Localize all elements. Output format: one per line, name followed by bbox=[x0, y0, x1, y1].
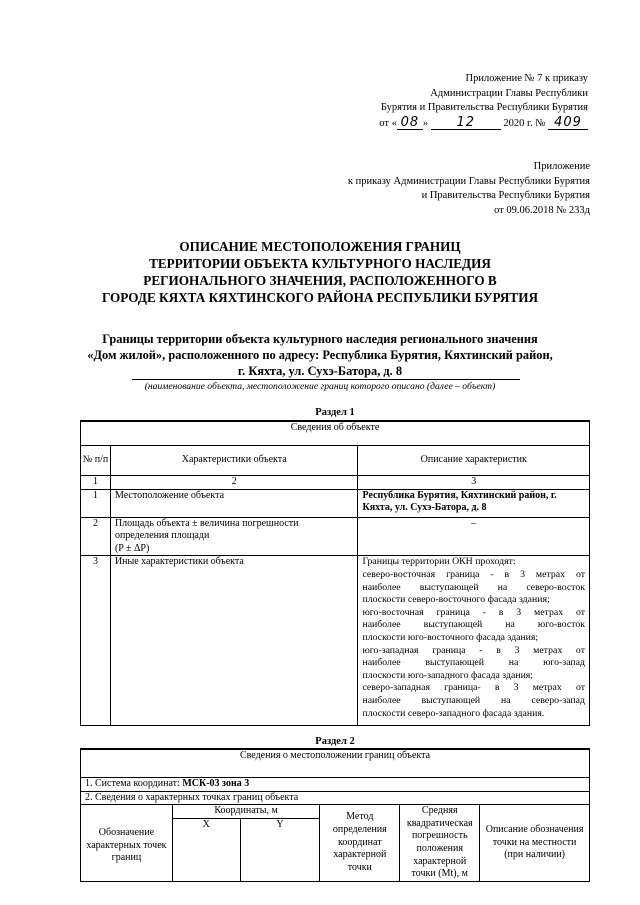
appendix-old-block bbox=[290, 160, 590, 218]
table-row bbox=[81, 489, 590, 517]
other-line-8: юго-западная граница - в 3 метрах от bbox=[362, 644, 585, 656]
appendix-new-year: 2020 г. № bbox=[503, 117, 546, 129]
document-title bbox=[90, 238, 550, 306]
col-accuracy-header: Средняя квадратическая погрешность положения характерной точки (Mt), м bbox=[400, 805, 480, 882]
row2-no: 2 bbox=[81, 517, 111, 556]
other-line-2: северо-восточная граница - в 3 метрах от bbox=[362, 568, 585, 580]
other-line-3: наиболее выступающей на северо-восток bbox=[362, 581, 585, 593]
col-y-header: Y bbox=[240, 818, 320, 881]
subtitle-line2: «Дом жилой», расположенного по адресу: Республика Бурятия, Кяхтинский район, bbox=[87, 348, 553, 362]
other-line-10: плоскости юго-западного фасада здания; bbox=[362, 669, 534, 681]
other-line-12: наиболее выступающей на северо-запад bbox=[362, 694, 585, 706]
section1-label: Раздел 1 bbox=[315, 407, 355, 418]
col-index-3: 3 bbox=[358, 476, 590, 490]
other-line-13: плоскости северо-западного фасада здания. bbox=[362, 707, 545, 719]
other-line-5: юго-восточная граница - в 3 метрах от bbox=[362, 606, 585, 618]
col-method-header: Метод определения координат характерной точки bbox=[320, 805, 400, 882]
table-row bbox=[81, 517, 590, 556]
col-x-header: X bbox=[172, 818, 240, 881]
section2-table bbox=[80, 749, 590, 882]
row2-name-extra: (P ± ΔP) bbox=[114, 542, 150, 554]
appendix-new-day: 08 bbox=[397, 116, 423, 130]
appendix-new-block bbox=[288, 72, 588, 131]
row1-no: 1 bbox=[81, 489, 111, 517]
other-line-1: Границы территории ОКН проходят: bbox=[362, 556, 516, 568]
section1-caption: Сведения об объекте bbox=[81, 422, 590, 446]
row2-value: – bbox=[358, 517, 590, 556]
other-line-9: наиболее выступающей на юго-запад bbox=[362, 657, 585, 669]
appendix-new-line2: Администрации Главы Республики bbox=[430, 87, 588, 99]
row3-name: Иные характеристики объекта bbox=[110, 556, 358, 726]
appendix-new-close-quote: » bbox=[422, 117, 429, 129]
col-no-header: № п/п bbox=[81, 446, 111, 476]
appendix-new-line1: Приложение № 7 к приказу bbox=[465, 73, 588, 84]
appendix-old-line3: и Правительства Республики Бурятия bbox=[421, 190, 590, 201]
other-line-6: наиболее выступающей на юго-восток bbox=[362, 619, 585, 631]
title-line1: ОПИСАНИЕ МЕСТОПОЛОЖЕНИЯ ГРАНИЦ bbox=[179, 239, 461, 254]
row1-name: Местоположение объекта bbox=[110, 489, 358, 517]
table-row bbox=[81, 556, 590, 726]
col-desc-header: Описание характеристик bbox=[358, 446, 590, 476]
appendix-new-number: 409 bbox=[548, 116, 588, 130]
appendix-old-line1: Приложение bbox=[533, 161, 590, 172]
col-index-2: 2 bbox=[110, 476, 358, 490]
other-line-4: плоскости северо-восточного фасада здания; bbox=[362, 594, 550, 606]
row3-no: 3 bbox=[81, 556, 111, 726]
document-subtitle bbox=[70, 331, 570, 379]
section2-caption: Сведения о местоположении границ объекта bbox=[81, 750, 590, 778]
row2-name-cell bbox=[110, 517, 358, 556]
title-line2: ТЕРРИТОРИИ ОБЪЕКТА КУЛЬТУРНОГО НАСЛЕДИЯ bbox=[149, 256, 491, 271]
row3-value-cell bbox=[358, 556, 590, 726]
col-coords-header: Координаты, м bbox=[172, 805, 320, 819]
col-description-header: Описание обозначения точки на местности (при наличии) bbox=[480, 805, 590, 882]
appendix-new-line3: Бурятия и Правительства Республики Бурятия bbox=[380, 102, 588, 113]
title-line3: РЕГИОНАЛЬНОГО ЗНАЧЕНИЯ, РАСПОЛОЖЕННОГО В bbox=[143, 273, 497, 288]
coord-system-value: МСК-03 зона 3 bbox=[182, 778, 250, 789]
col-char-header: Характеристики объекта bbox=[110, 446, 358, 476]
subtitle-note: (наименование объекта, местоположение границ которого описано (далее – объект) bbox=[144, 381, 496, 392]
points-caption: 2. Сведения о характерных точках границ объекта bbox=[81, 791, 590, 805]
title-line4: ГОРОДЕ КЯХТА КЯХТИНСКОГО РАЙОНА РЕСПУБЛИКИ БУРЯТИЯ bbox=[101, 290, 538, 305]
other-line-11: северо-западная граница- в 3 метрах от bbox=[362, 682, 585, 694]
coord-system-row bbox=[81, 778, 590, 792]
coord-system-prefix: 1. Система координат: bbox=[85, 778, 183, 789]
subtitle-line3: г. Кяхта, ул. Сухэ-Батора, д. 8 bbox=[237, 364, 403, 378]
other-line-7: плоскости юго-восточного фасада здания; bbox=[362, 631, 539, 643]
col-designation-header: Обозначение характерных точек границ bbox=[81, 805, 173, 882]
appendix-new-ot: от « bbox=[379, 117, 397, 129]
appendix-old-line2: к приказу Администрации Главы Республики Бурятия bbox=[347, 175, 590, 187]
section1-table bbox=[80, 421, 590, 726]
appendix-new-date-line bbox=[288, 116, 588, 132]
subtitle-underline bbox=[132, 379, 520, 380]
appendix-new-month: 12 bbox=[431, 116, 501, 130]
appendix-old-line4: от 09.06.2018 № 233д bbox=[494, 204, 590, 216]
row2-name: Площадь объекта ± величина погрешности определения площади bbox=[114, 517, 299, 542]
row1-value: Республика Бурятия, Кяхтинский район, г. Кяхта, ул. Сухэ-Батора, д. 8 bbox=[358, 489, 590, 517]
section2-label: Раздел 2 bbox=[315, 736, 355, 747]
subtitle-line1: Границы территории объекта культурного наследия регионального значения bbox=[102, 332, 538, 346]
col-index-1: 1 bbox=[81, 476, 111, 490]
